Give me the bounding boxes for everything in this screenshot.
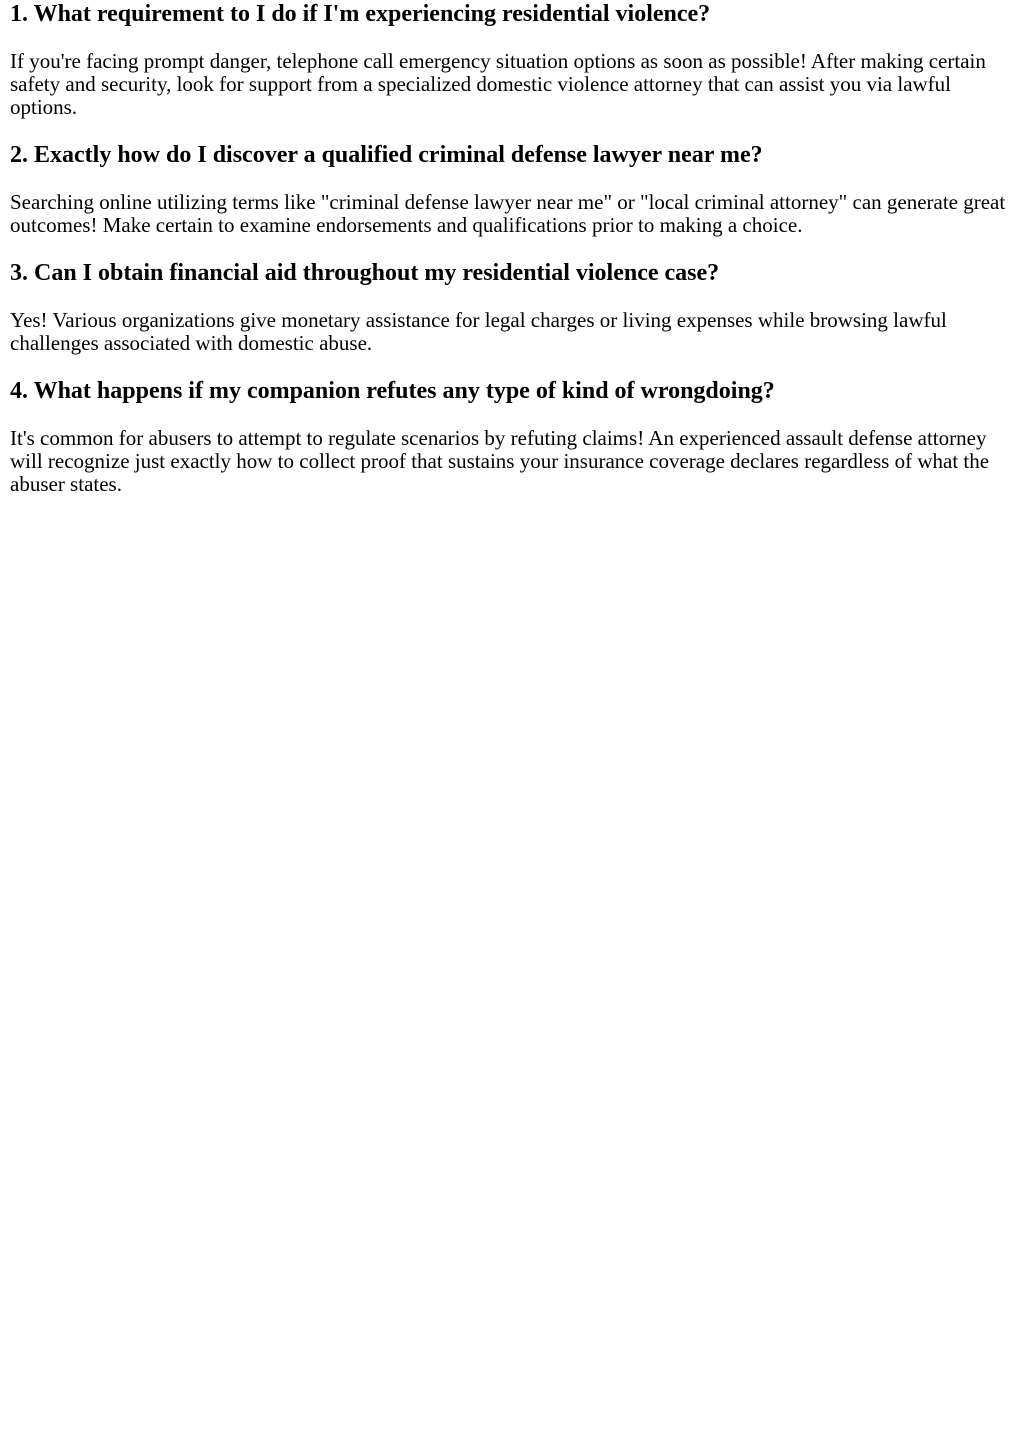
faq-item-3 xyxy=(10,259,1014,355)
faq-item-1 xyxy=(10,0,1014,119)
faq-question: 4. What happens if my companion refutes any type of kind of wrongdoing? xyxy=(10,378,775,404)
faq-answer: It's common for abusers to attempt to regulate scenarios by refuting claims! An experienced assault defense attorney will recognize just exactly how to collect proof that sustains your insurance coverage declares regardless of what the abuser states. xyxy=(10,426,990,496)
faq-question: 3. Can I obtain financial aid throughout my residential violence case? xyxy=(10,260,720,286)
faq-item-4 xyxy=(10,377,1014,496)
faq-section xyxy=(0,0,1024,496)
faq-item-2 xyxy=(10,141,1014,237)
faq-answer: Yes! Various organizations give monetary assistance for legal charges or living expenses while browsing lawful challenges associated with domestic abuse. xyxy=(10,308,947,355)
faq-answer: If you're facing prompt danger, telephone call emergency situation options as soon as possible! After making certain safety and security, look for support from a specialized domestic violence attorney that can assist you via lawful options. xyxy=(10,49,986,119)
faq-question: 2. Exactly how do I discover a qualified criminal defense lawyer near me? xyxy=(10,142,763,168)
faq-answer: Searching online utilizing terms like "criminal defense lawyer near me" or "local criminal attorney" can generate great outcomes! Make certain to examine endorsements and qualifications prior to making a choice. xyxy=(10,190,1006,237)
faq-question: 1. What requirement to I do if I'm experiencing residential violence? xyxy=(10,1,711,27)
